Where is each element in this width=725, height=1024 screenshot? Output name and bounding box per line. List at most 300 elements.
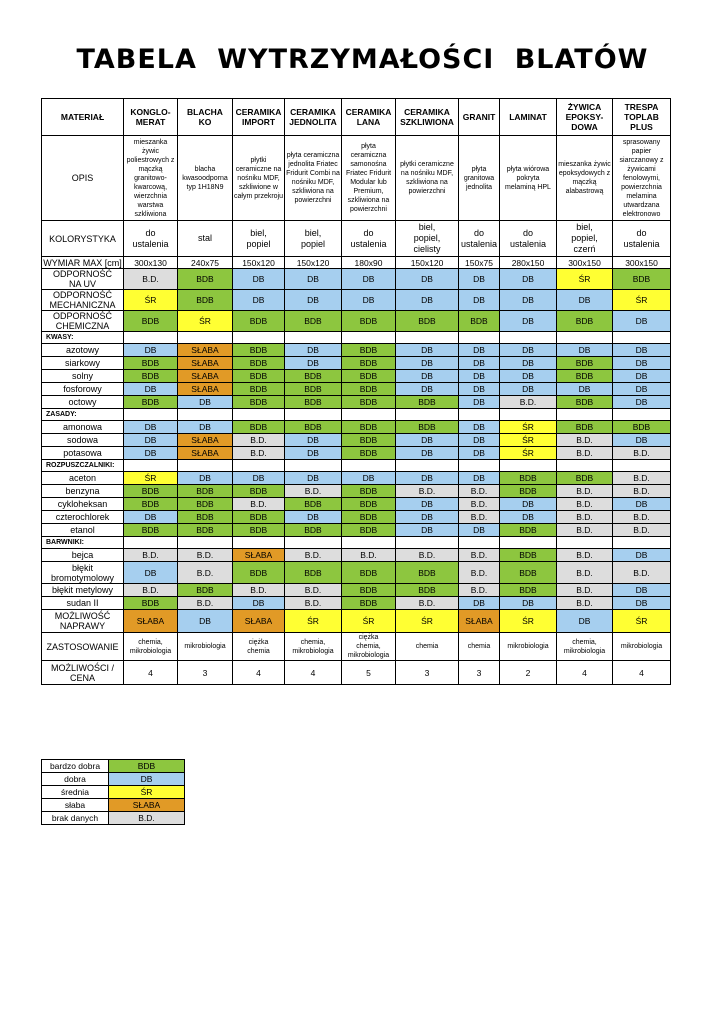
empty-cell [396, 409, 459, 421]
rating-cell: DB [500, 597, 557, 610]
rating-cell: DB [500, 290, 557, 311]
rating-cell: ŚR [500, 447, 557, 460]
opis-cell: sprasowany papier siarczanowy z żywicami fenolowymi, powierzchnia melamina utwardzana elektronowo [613, 136, 671, 221]
rating-cell: SŁABA [124, 610, 178, 633]
row-label: błękit metylowy [42, 584, 124, 597]
rating-cell: B.D. [459, 549, 500, 562]
rating-cell: BDB [178, 524, 233, 537]
empty-cell [285, 460, 342, 472]
cena-cell: 4 [557, 661, 613, 685]
header-column: CERAMIKA IMPORT [233, 99, 285, 136]
empty-cell [613, 332, 671, 344]
rating-cell: BDB [233, 357, 285, 370]
empty-cell [459, 460, 500, 472]
rating-cell: BDB [342, 421, 396, 434]
rating-cell: BDB [124, 597, 178, 610]
zastosowanie-cell: chemia [459, 633, 500, 661]
rating-cell: DB [459, 447, 500, 460]
data-row [42, 498, 671, 511]
rating-cell: DB [124, 421, 178, 434]
opis-cell: mieszanka żywic epoksydowych z mączką alabastrową [557, 136, 613, 221]
rating-cell: DB [124, 447, 178, 460]
row-label: czterochlorek [42, 511, 124, 524]
empty-cell [233, 332, 285, 344]
rating-cell: DB [396, 511, 459, 524]
rating-cell: BDB [342, 383, 396, 396]
rating-cell: B.D. [557, 485, 613, 498]
zastosowanie-cell: ciężka chemia [233, 633, 285, 661]
rating-cell: B.D. [459, 498, 500, 511]
rating-cell: B.D. [459, 562, 500, 584]
rating-cell: B.D. [342, 549, 396, 562]
rating-cell: BDB [233, 562, 285, 584]
row-label: potasowa [42, 447, 124, 460]
opis-cell: płytki ceramiczne na nośniku MDF, szkliwione w całym przekroju [233, 136, 285, 221]
rating-cell: B.D. [285, 485, 342, 498]
zastosowanie-row [42, 633, 671, 661]
rating-cell: DB [178, 472, 233, 485]
opis-cell: blacha kwasoodporna typ 1H18N9 [178, 136, 233, 221]
rating-cell: DB [613, 597, 671, 610]
rating-cell: BDB [178, 584, 233, 597]
kolorystyka-row [42, 221, 671, 257]
cena-cell: 4 [233, 661, 285, 685]
rating-cell: SŁABA [178, 434, 233, 447]
rating-cell: B.D. [285, 584, 342, 597]
data-row [42, 383, 671, 396]
rating-cell: BDB [285, 383, 342, 396]
section-row [42, 332, 671, 344]
rating-cell: BDB [285, 498, 342, 511]
rating-cell: DB [613, 396, 671, 409]
rating-cell: ŚR [557, 269, 613, 290]
rating-cell: BDB [178, 269, 233, 290]
rating-cell: DB [342, 269, 396, 290]
row-label: amonowa [42, 421, 124, 434]
rating-cell: B.D. [557, 511, 613, 524]
cena-cell: 5 [342, 661, 396, 685]
row-label: ODPORNOŚĆ MECHANICZNA [42, 290, 124, 311]
zastosowanie-cell: chemia [396, 633, 459, 661]
header-column: CERAMIKA JEDNOLITA [285, 99, 342, 136]
zastosowanie-cell: chemia, mikrobiologia [124, 633, 178, 661]
rating-cell: DB [233, 597, 285, 610]
rating-cell: DB [500, 344, 557, 357]
rating-cell: B.D. [557, 434, 613, 447]
rating-cell: DB [613, 434, 671, 447]
rating-cell: B.D. [233, 434, 285, 447]
rating-cell: BDB [233, 485, 285, 498]
legend-label: średnia [42, 786, 109, 799]
cena-cell: 4 [124, 661, 178, 685]
rating-cell: DB [178, 396, 233, 409]
rating-cell: BDB [500, 485, 557, 498]
rating-cell: B.D. [557, 597, 613, 610]
rating-cell: DB [557, 290, 613, 311]
rating-cell: DB [285, 290, 342, 311]
empty-cell [396, 332, 459, 344]
rating-cell: DB [178, 421, 233, 434]
rating-cell: B.D. [124, 584, 178, 597]
legend-row [42, 773, 185, 786]
empty-cell [557, 537, 613, 549]
zastosowanie-cell: ciężka chemia, mikrobiologia [342, 633, 396, 661]
rating-cell: B.D. [396, 597, 459, 610]
row-label: siarkowy [42, 357, 124, 370]
opis-cell: płyta ceramiczna jednolita Friatec Fridurit Combi na nośniku MDF, szkliwiona na powierzchni [285, 136, 342, 221]
rating-cell: DB [285, 472, 342, 485]
rating-cell: BDB [124, 396, 178, 409]
empty-cell [178, 332, 233, 344]
rating-cell: B.D. [233, 498, 285, 511]
cena-cell: 3 [459, 661, 500, 685]
rating-cell: B.D. [557, 447, 613, 460]
rating-cell: BDB [342, 311, 396, 332]
rating-cell: BDB [342, 562, 396, 584]
rating-cell: DB [613, 370, 671, 383]
rating-cell: DB [613, 584, 671, 597]
wymiar-cell: 150x120 [396, 257, 459, 269]
header-material: MATERIAŁ [42, 99, 124, 136]
row-label: ODPORNOŚĆ CHEMICZNA [42, 311, 124, 332]
rating-cell: B.D. [396, 485, 459, 498]
empty-cell [613, 409, 671, 421]
empty-cell [342, 409, 396, 421]
kolorystyka-cell: biel, popiel [285, 221, 342, 257]
empty-cell [285, 332, 342, 344]
page-title: TABELA WYTRZYMAŁOŚCI BLATÓW [76, 44, 649, 75]
rating-cell: DB [233, 269, 285, 290]
rating-cell: ŚR [124, 290, 178, 311]
rating-cell: BDB [557, 357, 613, 370]
row-label: fosforowy [42, 383, 124, 396]
rating-cell: DB [459, 472, 500, 485]
empty-cell [557, 460, 613, 472]
legend-swatch: DB [109, 773, 185, 786]
rating-cell: DB [459, 344, 500, 357]
rating-cell: DB [459, 290, 500, 311]
rating-cell: DB [613, 357, 671, 370]
rating-cell: B.D. [613, 447, 671, 460]
rating-cell: SŁABA [178, 383, 233, 396]
rating-cell: B.D. [613, 511, 671, 524]
rating-cell: ŚR [613, 610, 671, 633]
rating-cell: B.D. [178, 549, 233, 562]
rating-cell: DB [500, 511, 557, 524]
legend-row [42, 760, 185, 773]
kolorystyka-cell: do ustalenia [124, 221, 178, 257]
rating-cell: BDB [396, 562, 459, 584]
rating-cell: BDB [233, 511, 285, 524]
rating-cell: DB [613, 311, 671, 332]
empty-cell [459, 409, 500, 421]
rating-cell: DB [233, 290, 285, 311]
data-row [42, 549, 671, 562]
rating-cell: BDB [342, 434, 396, 447]
row-label: aceton [42, 472, 124, 485]
cena-cell: 4 [285, 661, 342, 685]
rating-cell: BDB [342, 524, 396, 537]
opis-cell: mieszanka żywic poliestrowych z mączką granitowo-kwarcową, wierzchnia warstwa szkliwiona [124, 136, 178, 221]
empty-cell [613, 460, 671, 472]
rating-cell: DB [124, 434, 178, 447]
rating-cell: DB [613, 383, 671, 396]
rating-cell: DB [459, 421, 500, 434]
rating-cell: DB [500, 383, 557, 396]
rating-cell: B.D. [285, 549, 342, 562]
rating-cell: ŚR [178, 311, 233, 332]
empty-cell [342, 332, 396, 344]
row-label: solny [42, 370, 124, 383]
legend-label: brak danych [42, 812, 109, 825]
rating-cell: DB [233, 472, 285, 485]
rating-cell: B.D. [500, 396, 557, 409]
rating-cell: B.D. [613, 472, 671, 485]
rating-cell: DB [396, 472, 459, 485]
rating-cell: BDB [342, 597, 396, 610]
cena-row [42, 661, 671, 685]
rating-cell: DB [459, 396, 500, 409]
rating-cell: DB [396, 290, 459, 311]
rating-cell: BDB [557, 396, 613, 409]
rating-cell: DB [396, 370, 459, 383]
rating-cell: BDB [124, 485, 178, 498]
empty-cell [557, 409, 613, 421]
rating-cell: B.D. [233, 584, 285, 597]
rating-cell: SŁABA [178, 357, 233, 370]
rating-cell: BDB [613, 421, 671, 434]
wymiar-cell: 150x120 [285, 257, 342, 269]
section-row [42, 409, 671, 421]
data-row [42, 290, 671, 311]
section-row [42, 460, 671, 472]
legend-table [41, 759, 185, 825]
rating-cell: BDB [233, 344, 285, 357]
rating-cell: BDB [233, 396, 285, 409]
opis-cell: płyta ceramiczna samonośna Friatec Fridurit Modular lub Premium, szkliwiona na powierzchni [342, 136, 396, 221]
rating-cell: B.D. [557, 584, 613, 597]
rating-cell: BDB [124, 524, 178, 537]
empty-cell [178, 409, 233, 421]
rating-cell: BDB [124, 498, 178, 511]
rating-cell: ŚR [124, 472, 178, 485]
rating-cell: SŁABA [178, 447, 233, 460]
section-label: KWASY: [42, 332, 124, 344]
rating-cell: DB [285, 447, 342, 460]
rating-cell: BDB [285, 396, 342, 409]
rating-cell: BDB [233, 421, 285, 434]
rating-cell: DB [459, 370, 500, 383]
data-row [42, 511, 671, 524]
rating-cell: BDB [613, 269, 671, 290]
rating-cell: BDB [124, 370, 178, 383]
rating-cell: DB [124, 383, 178, 396]
rating-cell: B.D. [124, 549, 178, 562]
rating-cell: BDB [342, 344, 396, 357]
rating-cell: B.D. [613, 562, 671, 584]
rating-cell: B.D. [557, 524, 613, 537]
rating-cell: DB [178, 610, 233, 633]
rating-cell: SŁABA [178, 370, 233, 383]
rating-cell: B.D. [613, 524, 671, 537]
rating-cell: DB [500, 311, 557, 332]
rating-cell: BDB [178, 485, 233, 498]
kolorystyka-cell: do ustalenia [459, 221, 500, 257]
zastosowanie-cell: chemia, mikrobiologia [285, 633, 342, 661]
rating-cell: BDB [285, 421, 342, 434]
row-label: octowy [42, 396, 124, 409]
rating-cell: BDB [178, 498, 233, 511]
rating-cell: B.D. [178, 597, 233, 610]
rating-cell: BDB [396, 311, 459, 332]
data-row [42, 434, 671, 447]
rating-cell: B.D. [178, 562, 233, 584]
rating-cell: DB [500, 370, 557, 383]
kolorystyka-cell: do ustalenia [500, 221, 557, 257]
rating-cell: B.D. [557, 562, 613, 584]
row-label: sudan II [42, 597, 124, 610]
empty-cell [342, 460, 396, 472]
header-column: KONGLO- MERAT [124, 99, 178, 136]
rating-cell: SŁABA [178, 344, 233, 357]
row-label: bejca [42, 549, 124, 562]
row-label: ZASTOSOWANIE [42, 633, 124, 661]
header-column: ŻYWICA EPOKSY- DOWA [557, 99, 613, 136]
rating-cell: DB [613, 344, 671, 357]
rating-cell: BDB [396, 421, 459, 434]
legend-swatch: ŚR [109, 786, 185, 799]
rating-cell: BDB [396, 396, 459, 409]
rating-cell: DB [285, 511, 342, 524]
rating-cell: B.D. [613, 485, 671, 498]
empty-cell [178, 460, 233, 472]
empty-cell [396, 460, 459, 472]
row-label: KOLORYSTYKA [42, 221, 124, 257]
cena-cell: 4 [613, 661, 671, 685]
section-label: BARWNIKI: [42, 537, 124, 549]
rating-cell: DB [557, 610, 613, 633]
data-row [42, 485, 671, 498]
data-row [42, 584, 671, 597]
rating-cell: BDB [233, 370, 285, 383]
rating-cell: DB [396, 344, 459, 357]
wymiar-cell: 280x150 [500, 257, 557, 269]
opis-cell: płyta wiórowa pokryta melaminą HPL [500, 136, 557, 221]
rating-cell: BDB [124, 357, 178, 370]
rating-cell: SŁABA [233, 549, 285, 562]
legend-label: słaba [42, 799, 109, 812]
rating-cell: BDB [500, 549, 557, 562]
kolorystyka-cell: biel, popiel, czerń [557, 221, 613, 257]
section-row [42, 537, 671, 549]
empty-cell [124, 332, 178, 344]
empty-cell [500, 537, 557, 549]
rating-cell: DB [459, 357, 500, 370]
empty-cell [285, 537, 342, 549]
header-column: BLACHA KO [178, 99, 233, 136]
data-row [42, 447, 671, 460]
row-label: OPIS [42, 136, 124, 221]
rating-cell: ŚR [396, 610, 459, 633]
data-row [42, 562, 671, 584]
data-row [42, 524, 671, 537]
legend-label: bardzo dobra [42, 760, 109, 773]
empty-cell [557, 332, 613, 344]
cena-cell: 3 [178, 661, 233, 685]
opis-row [42, 136, 671, 221]
rating-cell: DB [459, 269, 500, 290]
rating-cell: BDB [178, 290, 233, 311]
rating-cell: DB [613, 549, 671, 562]
empty-cell [124, 460, 178, 472]
rating-cell: DB [396, 524, 459, 537]
rating-cell: DB [459, 434, 500, 447]
legend-swatch: SŁABA [109, 799, 185, 812]
rating-cell: BDB [342, 584, 396, 597]
row-label: etanol [42, 524, 124, 537]
zastosowanie-cell: mikrobiologia [613, 633, 671, 661]
empty-cell [124, 409, 178, 421]
rating-cell: BDB [285, 562, 342, 584]
zastosowanie-cell: mikrobiologia [500, 633, 557, 661]
wymiar-cell: 300x150 [613, 257, 671, 269]
rating-cell: B.D. [124, 269, 178, 290]
rating-cell: BDB [396, 584, 459, 597]
header-column: CERAMIKA SZKLIWIONA [396, 99, 459, 136]
row-label: MOŻLIWOŚĆ NAPRAWY [42, 610, 124, 633]
empty-cell [500, 409, 557, 421]
empty-cell [233, 460, 285, 472]
kolorystyka-cell: biel, popiel [233, 221, 285, 257]
rating-cell: BDB [285, 370, 342, 383]
header-column: CERAMIKA LANA [342, 99, 396, 136]
rating-cell: BDB [285, 524, 342, 537]
rating-cell: DB [396, 498, 459, 511]
row-label: błękit bromotymolowy [42, 562, 124, 584]
legend-row [42, 799, 185, 812]
rating-cell: B.D. [459, 511, 500, 524]
rating-cell: DB [613, 498, 671, 511]
data-row [42, 370, 671, 383]
rating-cell: B.D. [557, 549, 613, 562]
row-label: cykloheksan [42, 498, 124, 511]
legend-row [42, 812, 185, 825]
rating-cell: DB [285, 344, 342, 357]
rating-cell: ŚR [285, 610, 342, 633]
empty-cell [500, 460, 557, 472]
data-row [42, 357, 671, 370]
rating-cell: BDB [557, 472, 613, 485]
rating-cell: ŚR [500, 610, 557, 633]
rating-cell: SŁABA [233, 610, 285, 633]
opis-cell: płytki ceramiczne na nośniku MDF, szkliwiona na powierzchni [396, 136, 459, 221]
rating-cell: B.D. [557, 498, 613, 511]
row-label: sodowa [42, 434, 124, 447]
rating-cell: BDB [557, 370, 613, 383]
legend-swatch: B.D. [109, 812, 185, 825]
row-label: WYMIAR MAX [cm] [43, 257, 122, 268]
row-label: benzyna [42, 485, 124, 498]
rating-cell: ŚR [613, 290, 671, 311]
rating-cell: B.D. [233, 447, 285, 460]
rating-cell: BDB [459, 311, 500, 332]
row-label: ODPORNOŚĆ NA UV [42, 269, 124, 290]
rating-cell: BDB [342, 498, 396, 511]
rating-cell: DB [342, 472, 396, 485]
rating-cell: ŚR [500, 421, 557, 434]
rating-cell: BDB [500, 472, 557, 485]
rating-cell: ŚR [342, 610, 396, 633]
